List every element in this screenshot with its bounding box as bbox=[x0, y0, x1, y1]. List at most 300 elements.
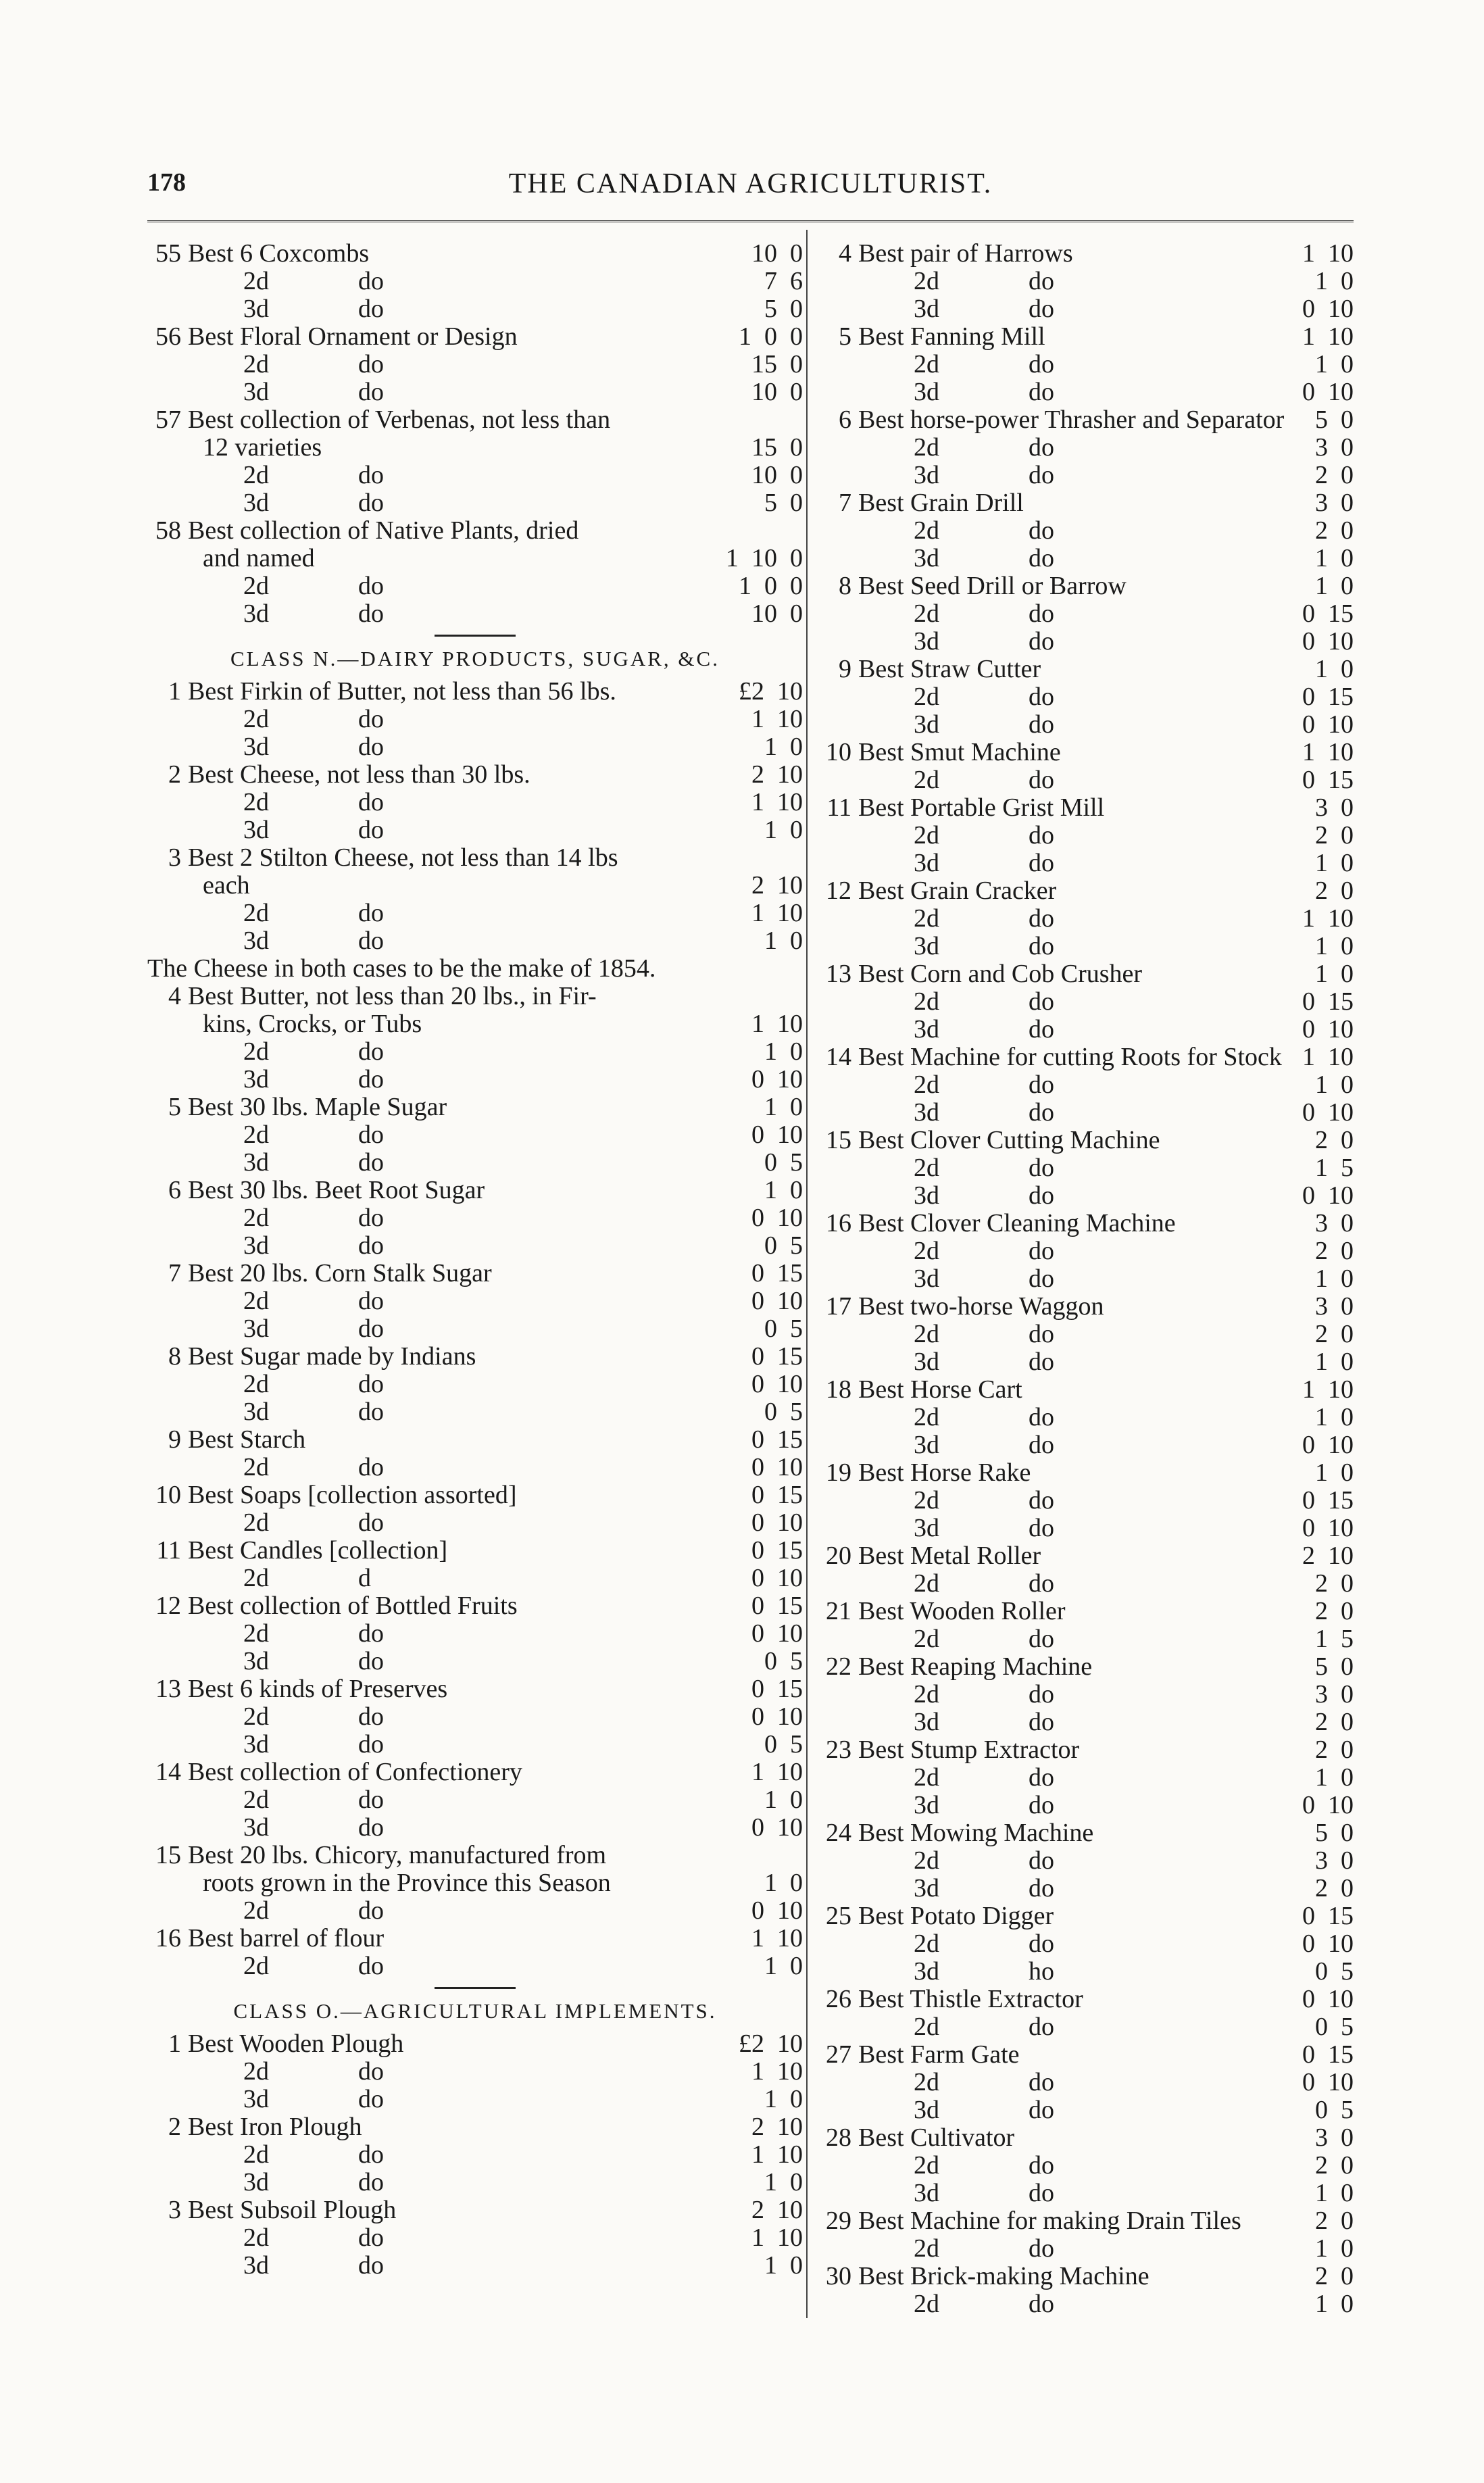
ditto-mark: do bbox=[1029, 932, 1054, 960]
class-o-heading: CLASS O.—AGRICULTURAL IMPLEMENTS. bbox=[233, 1999, 717, 2023]
prize-amount: 10 0 bbox=[751, 599, 803, 628]
item-label: 3d bbox=[914, 710, 939, 739]
prize-amount: 2 10 bbox=[751, 2113, 803, 2141]
ditto-mark: do bbox=[1029, 821, 1054, 850]
prize-row bbox=[818, 1930, 1354, 1958]
item-label: Best horse-power Thrasher and Separator bbox=[858, 405, 1285, 434]
ditto-mark: d bbox=[358, 1564, 371, 1592]
item-number: 4 bbox=[839, 239, 851, 268]
item-label: Best Fanning Mill bbox=[858, 322, 1045, 351]
prize-list-implements-continued bbox=[818, 240, 1354, 2318]
prize-row bbox=[147, 1869, 803, 1897]
prize-amount: 3 0 bbox=[1315, 2123, 1354, 2152]
ditto-mark: do bbox=[1029, 2290, 1054, 2318]
item-label: 3d bbox=[914, 1098, 939, 1127]
prize-row bbox=[147, 406, 803, 434]
prize-amount: 10 0 bbox=[751, 378, 803, 406]
item-label: 2d bbox=[914, 1569, 939, 1598]
prize-amount: 0 10 bbox=[751, 1287, 803, 1315]
prize-row bbox=[818, 462, 1354, 489]
prize-row bbox=[818, 323, 1354, 351]
item-label: 3d bbox=[243, 1148, 269, 1177]
prize-row bbox=[147, 1010, 803, 1038]
prize-row bbox=[147, 572, 803, 600]
prize-row bbox=[818, 711, 1354, 739]
item-number: 12 bbox=[155, 1592, 181, 1620]
prize-row bbox=[147, 1675, 803, 1703]
prize-row bbox=[818, 1293, 1354, 1321]
ditto-mark: do bbox=[1029, 1874, 1054, 1902]
item-label: Best Farm Gate bbox=[858, 2040, 1020, 2069]
prize-row bbox=[147, 462, 803, 489]
ditto-mark: do bbox=[358, 1231, 384, 1260]
prize-row bbox=[818, 628, 1354, 656]
prize-row bbox=[818, 1625, 1354, 1653]
prize-row bbox=[147, 489, 803, 517]
prize-row bbox=[818, 295, 1354, 323]
right-column bbox=[818, 240, 1354, 2318]
item-number: 29 bbox=[826, 2207, 851, 2235]
prize-amount: 2 10 bbox=[751, 2196, 803, 2224]
item-label: 2d bbox=[914, 904, 939, 933]
prize-amount: 1 0 bbox=[764, 1093, 803, 1121]
item-label: 2d bbox=[243, 1896, 269, 1925]
prize-row bbox=[147, 323, 803, 351]
prize-row bbox=[147, 844, 803, 872]
item-number: 7 bbox=[168, 1259, 181, 1287]
prize-row bbox=[147, 545, 803, 572]
ditto-mark: do bbox=[358, 1037, 384, 1066]
item-label: Best Butter, not less than 20 lbs., in Fir- bbox=[188, 982, 597, 1010]
item-number: 6 bbox=[839, 405, 851, 434]
item-number: 16 bbox=[155, 1924, 181, 1952]
prize-row bbox=[147, 983, 803, 1010]
running-title: THE CANADIAN AGRICULTURIST. bbox=[508, 168, 993, 199]
ditto-mark: do bbox=[358, 1370, 384, 1398]
item-number: 18 bbox=[826, 1375, 851, 1404]
prize-amount: 0 5 bbox=[764, 1148, 803, 1177]
item-label: 2d bbox=[914, 350, 939, 378]
prize-amount: 5 0 bbox=[1315, 1652, 1354, 1681]
prize-row bbox=[147, 1287, 803, 1315]
item-number: 13 bbox=[155, 1675, 181, 1703]
prize-amount: 2 10 bbox=[751, 760, 803, 789]
item-label: Best Firkin of Butter, not less than 56 lbs. bbox=[188, 677, 616, 706]
prize-row bbox=[147, 1398, 803, 1426]
item-number: 20 bbox=[826, 1542, 851, 1570]
item-label: 3d bbox=[914, 1708, 939, 1736]
item-label: Best 30 lbs. Maple Sugar bbox=[188, 1093, 447, 1121]
item-number: 10 bbox=[155, 1481, 181, 1509]
prize-row bbox=[818, 2013, 1354, 2041]
item-label: Best 2 Stilton Cheese, not less than 14 lbs bbox=[188, 843, 618, 872]
ditto-mark: do bbox=[358, 461, 384, 489]
prize-row bbox=[147, 1814, 803, 1842]
item-number: 3 bbox=[168, 2196, 181, 2224]
item-number: 21 bbox=[826, 1597, 851, 1625]
prize-list-sugar bbox=[147, 983, 803, 1980]
ditto-mark: do bbox=[358, 1619, 384, 1648]
item-label: 3d bbox=[243, 1065, 269, 1093]
item-label: 2d bbox=[914, 1929, 939, 1958]
item-label: 3d bbox=[914, 544, 939, 572]
item-number: 14 bbox=[826, 1043, 851, 1071]
ditto-mark: do bbox=[1029, 710, 1054, 739]
item-label: 2d bbox=[243, 788, 269, 816]
prize-amount: 1 10 bbox=[751, 788, 803, 816]
item-label: 2d bbox=[914, 1486, 939, 1515]
ditto-mark: do bbox=[1029, 1791, 1054, 1819]
prize-row bbox=[818, 240, 1354, 268]
prize-amount: 1 0 bbox=[1315, 267, 1354, 295]
prize-amount: 1 0 bbox=[1315, 2179, 1354, 2207]
page-header bbox=[147, 168, 1354, 208]
prize-amount: 2 0 bbox=[1315, 516, 1354, 545]
item-label: 3d bbox=[243, 599, 269, 628]
item-label: Best Potato Digger bbox=[858, 1902, 1054, 1930]
prize-row bbox=[147, 1759, 803, 1786]
prize-amount: 3 0 bbox=[1315, 489, 1354, 517]
prize-row bbox=[147, 1620, 803, 1648]
ditto-mark: do bbox=[358, 733, 384, 761]
item-number: 3 bbox=[168, 843, 181, 872]
item-label: Best Thistle Extractor bbox=[858, 1985, 1083, 2013]
prize-amount: 1 0 bbox=[1315, 2234, 1354, 2263]
prize-amount: 2 0 bbox=[1315, 2151, 1354, 2180]
item-label: 3d bbox=[914, 461, 939, 489]
item-number: 13 bbox=[826, 960, 851, 988]
ditto-mark: do bbox=[1029, 1320, 1054, 1348]
ditto-mark: do bbox=[1029, 904, 1054, 933]
item-number: 55 bbox=[155, 239, 181, 268]
prize-row bbox=[147, 1343, 803, 1371]
item-number: 58 bbox=[155, 516, 181, 545]
prize-row bbox=[818, 2152, 1354, 2180]
item-label: Best Brick-making Machine bbox=[858, 2262, 1149, 2290]
prize-list-implements bbox=[147, 2030, 803, 2280]
item-label: 2d bbox=[243, 1037, 269, 1066]
prize-row bbox=[147, 789, 803, 816]
prize-row bbox=[147, 1315, 803, 1343]
prize-amount: 0 15 bbox=[1302, 1902, 1354, 1930]
item-label: each bbox=[203, 871, 250, 900]
prize-amount: 0 10 bbox=[1302, 627, 1354, 656]
prize-row bbox=[818, 1376, 1354, 1404]
prize-amount: £2 10 bbox=[739, 2030, 803, 2058]
ditto-mark: do bbox=[358, 1398, 384, 1426]
item-label: Best 30 lbs. Beet Root Sugar bbox=[188, 1176, 485, 1204]
prize-row bbox=[147, 240, 803, 268]
item-label: 2d bbox=[914, 1320, 939, 1348]
prize-amount: 1 0 bbox=[1315, 655, 1354, 683]
prize-amount: 10 0 bbox=[751, 461, 803, 489]
prize-row bbox=[147, 1648, 803, 1675]
item-label: 2d bbox=[914, 683, 939, 711]
prize-amount: 15 0 bbox=[751, 350, 803, 378]
ditto-mark: do bbox=[358, 2140, 384, 2169]
item-number: 5 bbox=[839, 322, 851, 351]
ditto-mark: do bbox=[1029, 1569, 1054, 1598]
item-label: 3d bbox=[243, 1813, 269, 1842]
item-number: 56 bbox=[155, 322, 181, 351]
item-label: 3d bbox=[243, 378, 269, 406]
item-label: Best Reaping Machine bbox=[858, 1652, 1093, 1681]
item-label: Best Subsoil Plough bbox=[188, 2196, 397, 2224]
prize-row bbox=[818, 1154, 1354, 1182]
item-label: 2d bbox=[914, 433, 939, 462]
prize-row bbox=[818, 1348, 1354, 1376]
prize-row bbox=[818, 1099, 1354, 1127]
prize-amount: 3 0 bbox=[1315, 793, 1354, 822]
item-number: 15 bbox=[155, 1841, 181, 1869]
item-label: Best Straw Cutter bbox=[858, 655, 1041, 683]
item-label: 2d bbox=[914, 821, 939, 850]
prize-amount: 0 10 bbox=[1302, 1514, 1354, 1542]
prize-amount: 1 0 0 bbox=[739, 322, 803, 351]
item-number: 7 bbox=[839, 489, 851, 517]
item-label: 3d bbox=[243, 295, 269, 323]
prize-row bbox=[147, 1565, 803, 1592]
prize-row bbox=[147, 2086, 803, 2113]
prize-row bbox=[147, 295, 803, 323]
prize-amount: 1 0 bbox=[764, 2085, 803, 2113]
item-number: 1 bbox=[168, 677, 181, 706]
prize-amount: 1 0 bbox=[764, 1952, 803, 1980]
prize-row bbox=[147, 2141, 803, 2169]
item-label: Best 6 Coxcombs bbox=[188, 239, 370, 268]
item-label: Best Cultivator bbox=[858, 2123, 1015, 2152]
ditto-mark: do bbox=[358, 1453, 384, 1481]
prize-row bbox=[147, 268, 803, 295]
prize-amount: 0 5 bbox=[764, 1647, 803, 1675]
prize-amount: 0 5 bbox=[1315, 2096, 1354, 2124]
ditto-mark: do bbox=[358, 572, 384, 600]
prize-row bbox=[818, 1321, 1354, 1348]
prize-amount: 3 0 bbox=[1315, 1292, 1354, 1321]
prize-amount: 2 0 bbox=[1315, 1569, 1354, 1598]
prize-amount: 2 0 bbox=[1315, 1597, 1354, 1625]
prize-amount: 1 0 bbox=[1315, 932, 1354, 960]
prize-row bbox=[147, 378, 803, 406]
prize-row bbox=[147, 2058, 803, 2086]
ditto-mark: do bbox=[358, 1813, 384, 1842]
prize-amount: 0 10 bbox=[1302, 1181, 1354, 1210]
item-label: 3d bbox=[243, 489, 269, 517]
item-label: 2d bbox=[914, 1846, 939, 1875]
prize-row bbox=[818, 1431, 1354, 1459]
ditto-mark: do bbox=[358, 705, 384, 733]
prize-amount: 1 10 bbox=[1302, 1375, 1354, 1404]
item-number: 17 bbox=[826, 1292, 851, 1321]
prize-row bbox=[147, 2030, 803, 2058]
prize-amount: 2 0 bbox=[1315, 2262, 1354, 2290]
ditto-mark: do bbox=[358, 1647, 384, 1675]
ditto-mark: do bbox=[1029, 1181, 1054, 1210]
prize-amount: 1 0 bbox=[1315, 1403, 1354, 1431]
item-label: Best Cheese, not less than 30 lbs. bbox=[188, 760, 530, 789]
prize-amount: 0 15 bbox=[1302, 766, 1354, 794]
item-label: Best Candles [collection] bbox=[188, 1536, 448, 1565]
prize-amount: 10 0 bbox=[751, 239, 803, 268]
prize-amount: £2 10 bbox=[739, 677, 803, 706]
prize-amount: 0 10 bbox=[751, 1508, 803, 1537]
ditto-mark: do bbox=[1029, 1625, 1054, 1653]
ditto-mark: do bbox=[358, 1702, 384, 1731]
item-label: Best Clover Cleaning Machine bbox=[858, 1209, 1176, 1237]
prize-row bbox=[147, 900, 803, 927]
item-label: 2d bbox=[914, 1763, 939, 1792]
prize-amount: 0 10 bbox=[751, 1453, 803, 1481]
prize-row bbox=[147, 733, 803, 761]
ditto-mark: do bbox=[1029, 2013, 1054, 2041]
item-number: 2 bbox=[168, 2113, 181, 2141]
prize-amount: 2 0 bbox=[1315, 821, 1354, 850]
item-label: 2d bbox=[243, 899, 269, 927]
prize-row bbox=[818, 1708, 1354, 1736]
ditto-mark: do bbox=[358, 2168, 384, 2196]
item-number: 23 bbox=[826, 1736, 851, 1764]
ditto-mark: do bbox=[358, 1314, 384, 1343]
item-number: 57 bbox=[155, 405, 181, 434]
prize-amount: 3 0 bbox=[1315, 1680, 1354, 1708]
item-label: 3d bbox=[914, 1015, 939, 1043]
item-label: 2d bbox=[914, 2234, 939, 2263]
prize-row bbox=[818, 850, 1354, 877]
item-label: 3d bbox=[914, 1957, 939, 1986]
prize-row bbox=[147, 600, 803, 628]
prize-row bbox=[818, 1542, 1354, 1570]
prize-amount: 1 0 bbox=[1315, 572, 1354, 600]
item-label: Best Seed Drill or Barrow bbox=[858, 572, 1127, 600]
prize-row bbox=[147, 1592, 803, 1620]
ditto-mark: do bbox=[1029, 1708, 1054, 1736]
prize-row bbox=[818, 1570, 1354, 1598]
prize-row bbox=[818, 1210, 1354, 1237]
prize-amount: 1 10 bbox=[751, 2057, 803, 2086]
prize-amount: 2 0 bbox=[1315, 1126, 1354, 1154]
prize-row bbox=[818, 905, 1354, 933]
prize-amount: 5 0 bbox=[764, 295, 803, 323]
ditto-mark: do bbox=[358, 1952, 384, 1980]
item-label: Best Floral Ornament or Design bbox=[188, 322, 518, 351]
prize-amount: 1 0 bbox=[1315, 350, 1354, 378]
item-label: Best Machine for cutting Roots for Stock bbox=[858, 1043, 1282, 1071]
item-label: 2d bbox=[243, 350, 269, 378]
prize-row bbox=[147, 1232, 803, 1260]
item-number: 9 bbox=[168, 1425, 181, 1454]
prize-row bbox=[818, 1764, 1354, 1792]
ditto-mark: do bbox=[1029, 599, 1054, 628]
prize-row bbox=[818, 1182, 1354, 1210]
ditto-mark: do bbox=[1029, 516, 1054, 545]
prize-amount: 1 0 bbox=[764, 927, 803, 955]
prize-amount: 2 0 bbox=[1315, 1320, 1354, 1348]
ditto-mark: do bbox=[358, 1065, 384, 1093]
prize-amount: 0 10 bbox=[1302, 2068, 1354, 2096]
prize-amount: 1 0 bbox=[764, 1176, 803, 1204]
prize-amount: 0 10 bbox=[751, 1370, 803, 1398]
prize-row bbox=[818, 1237, 1354, 1265]
item-label: Best Grain Cracker bbox=[858, 877, 1057, 905]
prize-row bbox=[147, 1260, 803, 1287]
prize-amount: 0 10 bbox=[1302, 378, 1354, 406]
item-label: 2d bbox=[914, 1680, 939, 1708]
item-number: 19 bbox=[826, 1458, 851, 1487]
prize-amount: 1 10 bbox=[751, 899, 803, 927]
prize-amount: 0 5 bbox=[764, 1314, 803, 1343]
prize-amount: 0 5 bbox=[764, 1398, 803, 1426]
prize-row bbox=[147, 1897, 803, 1925]
item-label: 3d bbox=[914, 2096, 939, 2124]
item-number: 26 bbox=[826, 1985, 851, 2013]
prize-row bbox=[147, 678, 803, 706]
prize-amount: 1 5 bbox=[1315, 1625, 1354, 1653]
item-label: 3d bbox=[243, 1231, 269, 1260]
header-rule bbox=[147, 220, 1354, 222]
prize-row bbox=[147, 2252, 803, 2280]
prize-row bbox=[147, 517, 803, 545]
ditto-mark: do bbox=[1029, 1929, 1054, 1958]
item-label: 2d bbox=[914, 1237, 939, 1265]
prize-row bbox=[818, 1265, 1354, 1293]
prize-amount: 1 0 bbox=[1315, 2290, 1354, 2318]
prize-amount: 5 0 bbox=[1315, 1819, 1354, 1847]
item-number: 14 bbox=[155, 1758, 181, 1786]
prize-row bbox=[818, 1875, 1354, 1902]
prize-amount: 0 10 bbox=[751, 1813, 803, 1842]
ditto-mark: do bbox=[358, 1786, 384, 1814]
prize-amount: 0 15 bbox=[751, 1592, 803, 1620]
item-label: 3d bbox=[243, 2251, 269, 2280]
prize-amount: 0 10 bbox=[1302, 1985, 1354, 2013]
item-label: 2d bbox=[243, 1453, 269, 1481]
ditto-mark: do bbox=[358, 599, 384, 628]
prize-amount: 1 0 bbox=[1315, 849, 1354, 877]
item-label: Best Mowing Machine bbox=[858, 1819, 1094, 1847]
prize-amount: 2 0 bbox=[1315, 1708, 1354, 1736]
prize-row bbox=[147, 2169, 803, 2196]
prize-row bbox=[818, 739, 1354, 766]
item-label: 2d bbox=[243, 1952, 269, 1980]
ditto-mark: do bbox=[358, 2223, 384, 2252]
item-label: 2d bbox=[914, 2013, 939, 2041]
ditto-mark: do bbox=[1029, 683, 1054, 711]
item-label: Best Horse Cart bbox=[858, 1375, 1022, 1404]
prize-amount: 0 10 bbox=[1302, 295, 1354, 323]
ditto-mark: do bbox=[1029, 627, 1054, 656]
prize-amount: 3 0 bbox=[1315, 1846, 1354, 1875]
ditto-mark: do bbox=[1029, 544, 1054, 572]
item-number: 16 bbox=[826, 1209, 851, 1237]
item-number: 11 bbox=[156, 1536, 181, 1565]
item-label: 3d bbox=[243, 1730, 269, 1759]
prize-row bbox=[147, 1703, 803, 1731]
prize-row bbox=[818, 2290, 1354, 2318]
item-number: 12 bbox=[826, 877, 851, 905]
item-label: 2d bbox=[243, 461, 269, 489]
prize-row bbox=[147, 2113, 803, 2141]
item-label: 2d bbox=[243, 1204, 269, 1232]
item-label: 3d bbox=[914, 1348, 939, 1376]
item-label: Best Corn and Cob Crusher bbox=[858, 960, 1143, 988]
prize-amount: 1 0 0 bbox=[739, 572, 803, 600]
prize-amount: 0 10 bbox=[1302, 1431, 1354, 1459]
cheese-note: The Cheese in both cases to be the make of 1854. bbox=[147, 954, 656, 983]
prize-row bbox=[818, 1819, 1354, 1847]
ditto-mark: do bbox=[1029, 1071, 1054, 1099]
item-label: 2d bbox=[914, 267, 939, 295]
section-rule bbox=[435, 1987, 516, 1989]
